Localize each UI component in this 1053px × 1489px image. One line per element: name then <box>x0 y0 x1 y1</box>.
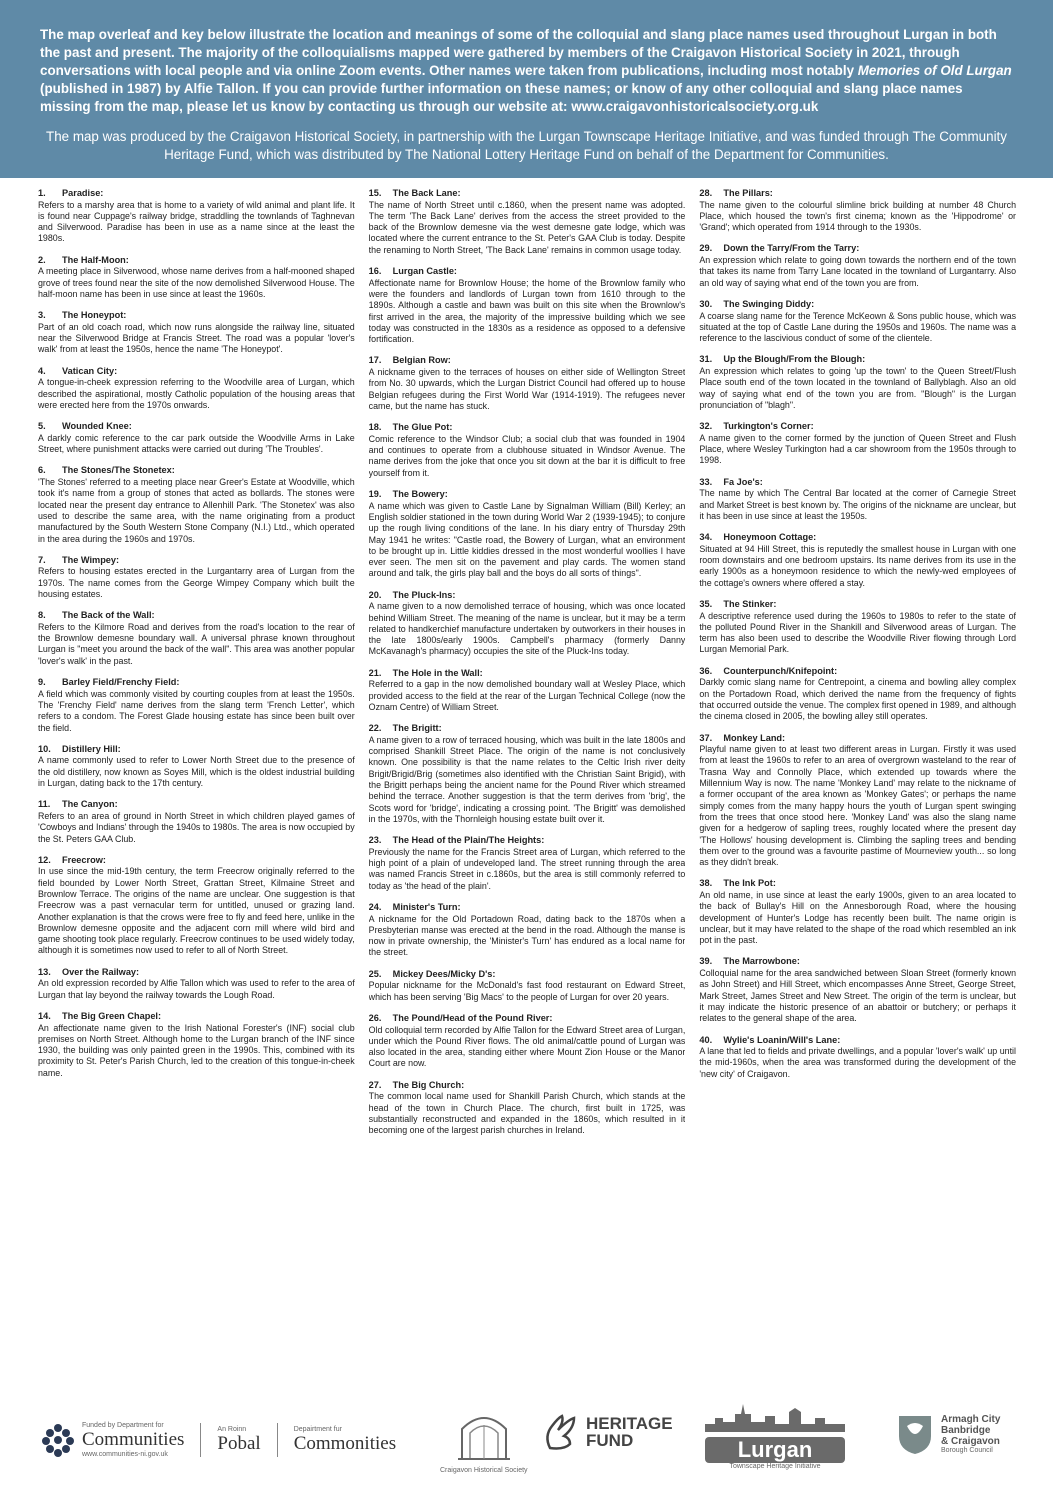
entry-title: Wylie's Loanin/Will's Lane: <box>723 1034 841 1045</box>
key-columns <box>38 188 1016 1378</box>
entry-number: 15. <box>368 188 382 198</box>
entry-heading <box>38 855 355 867</box>
entry-number: 1. <box>38 188 46 198</box>
entry-title: The Bowery: <box>392 489 448 500</box>
entry-number: 27. <box>368 1079 382 1090</box>
entry-text: Darkly comic slang name for Centrepoint, a cinema and bowling alley complex on the Portadown Road, which derived the name from the frequency of fights that occurred outside the venue. The complex first opened in 1989, and although the cinema closed in 2005, the bowling alley still operates. <box>699 677 1017 722</box>
entry-heading <box>369 969 686 981</box>
entry-text: A name given to a row of terraced housing, which was built in the late 1800s and comprised Shankill Street Place. The origin of the name is not conclusively known. One possibility is that the name relates to the Celtic Irish river deity Brigit/Brigid/Brig (sometimes also identified with the Christian Saint Brigid), with the Brigitt perhaps being the ancient name for the Pound River which streamed behind the terrace. Another suggestion is that the term derives from 'brig', the Scots word for 'bridge', indicating a crossing point. 'The Brigitt' was demolished in the 1970s, with the Thornleigh housing estate built over it. <box>368 734 686 824</box>
entry-text: A lane that led to fields and private dwellings, and a popular 'lover's walk' up until the mid-1960s, when the area was transformed during the development of the 'new city' of Craigavon. <box>699 1046 1017 1079</box>
lurgan-thi-logo: Lurgan Townscape Heritage Initiative <box>705 1402 845 1470</box>
key-entry <box>699 878 1016 946</box>
entry-heading <box>699 733 1016 745</box>
entry-heading <box>699 666 1016 678</box>
key-entry <box>369 723 686 825</box>
entry-text: In use since the mid-19th century, the term Freecrow originally referred to the field bounded by Lower North Street, Grattan Street, Kilmaine Street and Brownlow Terrace. The origins of the name are unclear. One suggestion is that Freecrow was a past vernacular term for untitled, unused or grazing land. Another explanation is that the crows were free to fly and feed here, unlike in the Brownlow demesne opposite and the adjacent corn mill where wild bird and game shooting took place regularly. Freecrow continues to be used widely today, although it is sometimes now used to refer to all of North Street. <box>38 866 355 956</box>
entry-text: A field which was commonly visited by courting couples from at least the 1950s. The 'Frenchy Field' name derives from the slang term 'French Letter', which refers to a condom. The Forest Glade housing estate has since been built over the field. <box>38 688 355 733</box>
entry-title: Wounded Knee: <box>62 421 132 432</box>
entry-text: A meeting place in Silverwood, whose name derives from a half-mooned shaped grove of trees found near the site of the now demolished Silverwood House. The half-moon name has been in use since at least the 1960s. <box>38 266 355 299</box>
entry-heading <box>699 477 1016 489</box>
entry-heading <box>38 366 355 378</box>
entry-number: 34. <box>699 532 713 543</box>
entry-title: Monkey Land: <box>723 732 786 743</box>
entry-number: 23. <box>368 835 382 846</box>
book-title: Memories of Old Lurgan <box>857 63 1012 78</box>
key-entry <box>699 956 1016 1024</box>
entry-heading <box>38 799 355 811</box>
key-column-2 <box>369 188 686 1378</box>
key-entry <box>699 188 1016 233</box>
dfc-logo: Funded by Department for Communities www.communities-ni.gov.uk An Roinn Pobal Depairtment fur Commonities <box>40 1422 396 1458</box>
entry-heading <box>38 967 355 979</box>
key-entry <box>38 677 355 734</box>
entry-title: Minister's Turn: <box>392 902 461 912</box>
entry-text: A coarse slang name for the Terence McKeown & Sons public house, which was situated at the top of Castle Lane during the 1950s and 1960s. The name was a reference to the lascivious conduct of some of the clientele. <box>699 310 1017 344</box>
entry-text: 'The Stones' referred to a meeting place near Greer's Estate at Woodville, which took it's name from a group of stones that acted as bollards. The stones were located near the present day entrance to Allenhill Park. 'The Stonetex' was also used to describe the same area, with the name originating from a product manufactured by the South Western Stone Company (N.I.) Ltd., which operated in the area during the 1960s and 1970s. <box>38 477 355 544</box>
lurgan-wordmark: Lurgan <box>705 1437 845 1463</box>
entry-heading <box>369 355 686 367</box>
entry-number: 17. <box>368 355 382 366</box>
entry-number: 2. <box>38 254 46 265</box>
entry-number: 13. <box>38 966 51 977</box>
entry-text: A name which was given to Castle Lane by Signalman William (Bill) Kerley; an English soldier stationed in the town during World War 2 (1939-1945); to conjure up the rough living conditions of the lane. In his diary entry of Thursday 29th May 1941 he writes: "Castle road, the Bowery of Lurgan, what an environment to be brought up in. Little kiddies dressed in the most wonderful woollies I have ever seen. The men sit on the pavement and play cards. The women stand around and talk, the girls play ball and the boys do all sorts of things". <box>368 500 686 579</box>
entry-heading <box>699 421 1016 433</box>
entry-heading <box>38 255 355 267</box>
entry-heading <box>699 599 1016 611</box>
key-entry <box>369 422 686 479</box>
historical-society-logo: Craigavon Historical Society <box>440 1407 528 1474</box>
entry-number: 22. <box>368 723 382 734</box>
entry-number: 7. <box>38 554 46 565</box>
entry-heading <box>699 354 1016 366</box>
entry-text: An affectionate name given to the Irish National Forester's (INF) social club premises on North Street. Although home to the Lurgan branch of the INF since 1930, the building was only painted green in the 1990s. This, combined with its proximity to St. Peter's Parish Church, led to the creation of this tongue-in-cheek name. <box>38 1022 355 1078</box>
entry-title: The Wimpey: <box>62 554 120 565</box>
key-entry <box>699 354 1016 411</box>
entry-title: Distillery Hill: <box>62 743 121 754</box>
entry-number: 16. <box>368 266 382 277</box>
entry-heading <box>369 1080 686 1092</box>
entry-number: 12. <box>38 854 51 865</box>
entry-text: Refers to an area of ground in North Street in which children played games of 'Cowboys and Indians' through the 1940s to 1980s. The area is now occupied by the St. Peters GAA Club. <box>38 810 355 844</box>
entry-text: A name commonly used to refer to Lower North Street due to the presence of the old distillery, now known as Soyes Mill, which is the oldest industrial building in Lurgan, dating back to the 17th century. <box>38 755 355 789</box>
entry-title: Vatican City: <box>62 365 118 376</box>
entry-heading <box>38 677 355 689</box>
entry-text: Refers to the Kilmore Road and derives from the road's location to the rear of the Brownlow demesne boundary wall. A universal phrase known throughout Lurgan is "meet you around the back of the wall". This area was another popular 'lover's walk' in the past. <box>38 621 355 666</box>
entry-text: Refers to a marshy area that is home to a variety of wild animal and plant life. It is found near Cuppage's railway bridge, straddling the townlands of Taghnevan and Silverwood. Paradise has been in use as a name since at the least the 1980s. <box>38 199 355 244</box>
key-entry <box>369 902 686 959</box>
entry-number: 6. <box>38 465 46 476</box>
entry-number: 18. <box>368 422 382 433</box>
entry-number: 24. <box>368 902 382 912</box>
entry-title: Honeymoon Cottage: <box>723 532 817 543</box>
entry-heading <box>699 532 1016 544</box>
entry-number: 14. <box>38 1010 51 1021</box>
key-entry <box>699 666 1016 723</box>
entry-heading <box>38 1011 355 1023</box>
entry-heading <box>369 902 686 914</box>
entry-title: The Canyon: <box>62 799 118 810</box>
key-entry <box>369 489 686 580</box>
entry-heading <box>369 723 686 735</box>
entry-title: The Pillars: <box>723 188 773 198</box>
entry-text: Colloquial name for the area sandwiched between Sloan Street (formerly known as John Street) and Hill Street, which encompasses Anne Street, George Street, Mark Street, James Street and New Street. The origin of the term is unclear, but it may indicate the historic presence of an abattoir or butchery; or perhaps it relates to the general shape of the area. <box>699 968 1017 1024</box>
entry-title: The Half-Moon: <box>62 254 129 265</box>
entry-title: The Back Lane: <box>392 188 461 198</box>
entry-heading <box>38 421 355 433</box>
key-entry <box>699 477 1016 522</box>
entry-text: An old expression recorded by Alfie Tallon which was used to refer to the area of Lurgan that lay beyond the railway towards the Lough Road. <box>38 978 355 1000</box>
key-entry <box>369 188 686 256</box>
entry-number: 29. <box>699 243 713 254</box>
entry-text: The name by which The Central Bar located at the corner of Carnegie Street and Market Street is best known by. The origins of the nickname are unclear, but it has been in use since at least the 1950s. <box>699 488 1017 521</box>
entry-text: A nickname for the Old Portadown Road, dating back to the 1870s when a Presbyterian manse was erected at the bend in the road. Although the manse is now in private ownership, the 'Minister's Turn' has endured as a local name for the street. <box>368 913 686 958</box>
entry-text: Popular nickname for the McDonald's fast food restaurant on Edward Street, which has been serving 'Big Macs' to the people of Lurgan for over 20 years. <box>368 980 686 1002</box>
entry-number: 32. <box>699 421 713 432</box>
key-entry <box>369 1013 686 1070</box>
entry-text: Old colloquial term recorded by Alfie Tallon for the Edward Street area of Lurgan, under which the Pound River flows. The old animal/cattle pound of Lurgan was also located in the area, standing either where Mount Zion House or the Manor Court are now. <box>368 1024 686 1069</box>
entry-heading <box>699 956 1016 968</box>
entry-heading <box>369 668 686 680</box>
entry-number: 35. <box>699 598 713 609</box>
key-entry <box>38 799 355 844</box>
entry-heading <box>38 310 355 322</box>
entry-heading <box>38 188 355 200</box>
entry-number: 39. <box>699 956 713 967</box>
entry-heading <box>38 744 355 756</box>
entry-title: The Glue Pot: <box>392 422 453 433</box>
entry-number: 20. <box>368 589 382 600</box>
entry-title: Lurgan Castle: <box>392 266 457 277</box>
entry-text: A nickname given to the terraces of houses on either side of Wellington Street from No. 30 upwards, which the Lurgan District Council had offered up to house Belgian refugees during the First World War (1914-1919). The refugees never came, but the name has stuck. <box>368 367 686 411</box>
entry-number: 28. <box>699 188 713 198</box>
entry-number: 10. <box>38 743 51 754</box>
entry-heading <box>38 555 355 567</box>
entry-text: A descriptive reference used during the 1960s to 1980s to refer to the state of the polluted Pound River in the Shankill and Silverwood areas of Lurgan. The term has also been used to describe the Woodville River flowing through Lord Lurgan Memorial Park. <box>699 610 1017 655</box>
key-entry <box>369 590 686 658</box>
entry-text: A name given to a now demolished terrace of housing, which was once located behind William Street. The meaning of the name is unclear, but it may be a term related to handkerchief manufacture undertaken by outworkers in their houses in the late 1800s/early 1900s. Campbell's pharmacy (formerly Danny McKavanagh's pharmacy) occupies the site of the Pluck-Ins today. <box>368 601 686 657</box>
key-entry <box>699 1035 1016 1080</box>
entry-number: 40. <box>699 1034 713 1045</box>
entry-heading <box>699 299 1016 311</box>
skyline-icon <box>705 1402 845 1432</box>
entry-title: The Hole in the Wall: <box>392 667 483 678</box>
entry-number: 25. <box>368 968 382 979</box>
entry-text: Affectionate name for Brownlow House; the home of the Brownlow family who were the founders and landlords of Lurgan town from 1610 through to the 1890s. Although a castle and bawn was built on this site when the Brownlow's first arrived in the area, the majority of the impressive building which we see today was constructed in the 1830s as a residence as opposed to a defensive fortification. <box>368 277 686 345</box>
key-entry <box>38 855 355 957</box>
entry-text: Referred to a gap in the now demolished boundary wall at Wesley Place, which provided access to the field at the rear of the Lurgan Technical College (now the Oznam Centre) of William Street. <box>368 679 686 712</box>
key-entry <box>369 835 686 892</box>
key-entry <box>369 969 686 1003</box>
entry-text: Part of an old coach road, which now runs alongside the railway line, situated near the Silverwood Bridge at Francis Street. The road was a popular 'lover's walk' from at least the 1950s, hence the name 'The Honeypot'. <box>38 321 355 355</box>
key-entry <box>38 1011 355 1079</box>
entry-title: The Brigitt: <box>392 723 442 734</box>
entry-text: Refers to housing estates erected in the Lurgantarry area of Lurgan from the 1970s. The name comes from the George Wimpey Company which built the housing estates. <box>38 566 355 599</box>
key-entry <box>38 255 355 300</box>
entry-number: 36. <box>699 665 713 676</box>
intro-text: The map overleaf and key below illustrate the location and meanings of some of the colloquial and slang place names used throughout Lurgan in both the past and present. The majority of the colloquialisms mapped were gathered by members of the Craigavon Historical Society in 2021, through conversations with local people and via online Zoom events. Other names were taken from publications, including most notably Memories of Old Lurgan (published in 1987) by Alfie Tallon. If you can provide further information on these names; or know of any other colloquial and slang place names missing from the map, please let us know by contacting us through our website at: www.craigavonhistoricalsociety.org.uk <box>40 27 1012 114</box>
key-entry <box>38 744 355 789</box>
key-entry <box>699 733 1016 869</box>
entry-heading <box>369 489 686 501</box>
entry-text: The name given to the colourful slimline brick building at number 48 Church Place, which housed the town's first cinema; known as the 'Hippodrome' or 'Grand'; which operated from 1914 through to the 1930s. <box>699 199 1017 233</box>
entry-title: The Stones/The Stonetex: <box>62 465 175 476</box>
entry-number: 5. <box>38 421 46 432</box>
entry-text: Situated at 94 Hill Street, this is reputedly the smallest house in Lurgan with one room downstairs and one bedroom upstairs. Its name derives from its use in the early 1900s as a honeymoon residence to which the newly-wed employees of the cottage's owners where offered a stay. <box>699 543 1017 588</box>
entry-heading <box>699 188 1016 200</box>
entry-title: Mickey Dees/Micky D's: <box>392 968 496 979</box>
entry-number: 33. <box>699 476 713 487</box>
entry-heading <box>38 465 355 477</box>
entry-heading <box>369 590 686 602</box>
key-entry <box>38 610 355 667</box>
divider <box>277 1423 278 1457</box>
entry-heading <box>699 878 1016 890</box>
key-entry <box>369 266 686 345</box>
entry-number: 4. <box>38 365 46 376</box>
entry-heading <box>369 188 686 200</box>
entry-heading <box>369 422 686 434</box>
key-entry <box>699 421 1016 466</box>
entry-heading <box>38 610 355 622</box>
entry-heading <box>369 835 686 847</box>
entry-number: 21. <box>368 667 382 678</box>
entry-title: The Swinging Diddy: <box>723 298 815 309</box>
key-entry <box>699 243 1016 288</box>
key-entry <box>38 555 355 600</box>
funder-logos <box>0 1392 1053 1489</box>
entry-number: 3. <box>38 310 46 321</box>
key-entry <box>38 421 355 455</box>
entry-text: An expression which relate to going down towards the northern end of the town that takes its name from Tarry Lane located in the townland of Lurgantarry. Also an old way of saying what end of the town you are from. <box>699 255 1017 288</box>
gate-arch-icon <box>454 1407 514 1462</box>
entry-text: The common local name used for Shankill Parish Church, which stands at the head of the town in Church Place. The church, first built in 1725, was substantially reconstructed and expanded in the 1860s, which resulted in it becoming one of the largest parish churches in Ireland. <box>368 1091 686 1136</box>
key-entry <box>38 366 355 411</box>
key-column-1 <box>38 188 355 1378</box>
key-entry <box>699 299 1016 344</box>
entry-text: A name given to the corner formed by the junction of Queen Street and Flush Place, where Wesley Turkington had a car showroom from the 1950s through to 1998. <box>699 432 1017 466</box>
entry-title: The Head of the Plain/The Heights: <box>392 835 545 846</box>
key-entry <box>38 967 355 1001</box>
council-logo: Armagh City Banbridge & Craigavon Borough Council <box>895 1412 1000 1456</box>
entry-number: 31. <box>699 354 713 365</box>
entry-title: Counterpunch/Knifepoint: <box>723 665 838 676</box>
entry-number: 30. <box>699 298 713 309</box>
entry-title: The Big Church: <box>392 1079 465 1090</box>
key-entry <box>369 355 686 412</box>
entry-text: Comic reference to the Windsor Club; a social club that was founded in 1904 and continues to operate from a clubhouse situated in Windsor Avenue. The name derives from the joke that once you sit down at the bar it is difficult to free yourself from it. <box>368 433 686 478</box>
dfc-emblem-icon <box>40 1422 76 1458</box>
entry-title: Freecrow: <box>62 854 106 865</box>
entry-title: Up the Blough/From the Blough: <box>723 354 866 365</box>
entry-title: The Marrowbone: <box>723 956 800 967</box>
entry-title: The Stinker: <box>723 598 777 609</box>
crossed-fingers-icon <box>540 1412 580 1452</box>
divider <box>200 1423 201 1457</box>
intro-banner <box>0 0 1053 178</box>
key-entry <box>38 465 355 544</box>
key-column-3 <box>699 188 1016 1378</box>
entry-number: 8. <box>38 610 46 621</box>
key-entry <box>369 668 686 713</box>
entry-title: The Ink Pot: <box>723 878 776 889</box>
entry-text: A darkly comic reference to the car park outside the Woodville Arms in Lake Street, where punishment attacks were carried out during 'The Troubles'. <box>38 432 355 455</box>
heritage-fund-logo: HERITAGE FUND <box>540 1412 673 1452</box>
entry-text: The name of North Street until c.1860, when the present name was adopted. The term 'The Back Lane' derives from the access the street provided to the back of the Brownlow demesne via the west demesne gate lodge, which was located where the current entrance to the St. Peter's GAA Club is today. Despite the renaming to North Street, 'The Back Lane' remains in common usage today. <box>368 199 686 255</box>
entry-number: 38. <box>699 878 713 889</box>
entry-number: 11. <box>38 799 51 810</box>
entry-heading <box>699 243 1016 255</box>
entry-text: An old name, in use since at least the early 1900s, given to an area located to the back of Bullay's Hill on the Annesborough Road, where the housing development of Hunter's Lodge has recently been built. The name origin is unclear, but it may have related to the shape of the road which resembled an ink pot in the past. <box>699 890 1017 946</box>
entry-title: The Pluck-Ins: <box>392 589 456 600</box>
entry-number: 26. <box>368 1012 382 1023</box>
entry-title: Down the Tarry/From the Tarry: <box>723 243 860 254</box>
entry-title: Fa Joe's: <box>723 476 763 487</box>
entry-text: Playful name given to at least two different areas in Lurgan. Firstly it was used from at least the 1960s to refer to an area of overgrown wasteland to the rear of Trasna Way and Connolly Place, which extended up towards where the Millennium Way is now. The name 'Monkey Land' may relate to the nickname of a former occupant of the area known as 'Monkey Gates'; or perhaps the name simply comes from the many happy hours the youth of Lurgan spent swinging from the trees that once stood here. 'Monkey Land' was also the slang name given for a hedgerow of sapling trees, roughly located where the present day 'The Hollows' housing development is. Climbing the sapling trees and bending them over to the ground was a favourite pastime of Mourneview youth... so long as they didn't break. <box>699 744 1017 868</box>
entry-text: Previously the name for the Francis Street area of Lurgan, which referred to the high point of a plain of undeveloped land. The street running through the area was named Francis Street in c.1860s, but the area is still commonly referred to today as 'the head of the plain'. <box>368 846 686 891</box>
entry-text: An expression which relates to going 'up the town' to the Queen Street/Flush Place south end of the town located in the townland of Ballyblagh. Also an old way of saying what end of the town you are from. "Blough" is the Lurgan pronunciation of "blagh". <box>699 366 1017 410</box>
key-entry <box>369 1080 686 1137</box>
dfc-name: Communities <box>82 1429 185 1450</box>
entry-title: The Pound/Head of the Pound River: <box>392 1012 553 1023</box>
entry-title: Turkington's Corner: <box>723 421 814 432</box>
entry-text: A tongue-in-cheek expression referring to the Woodville area of Lurgan, which described the aspirational, mostly Catholic population of the housing areas that were erected here from the 1970s onwards. <box>38 377 355 410</box>
key-entry <box>38 188 355 245</box>
entry-title: The Back of the Wall: <box>62 610 155 621</box>
entry-heading <box>369 1013 686 1025</box>
council-shield-icon <box>895 1412 935 1456</box>
entry-title: Barley Field/Frenchy Field: <box>62 677 180 688</box>
entry-title: The Honeypot: <box>62 310 127 321</box>
entry-number: 19. <box>368 489 382 500</box>
entry-title: Paradise: <box>62 188 104 198</box>
entry-heading <box>369 266 686 278</box>
key-entry <box>699 599 1016 656</box>
entry-title: Over the Railway: <box>62 966 140 977</box>
entry-heading <box>699 1035 1016 1047</box>
entry-title: The Big Green Chapel: <box>62 1010 162 1021</box>
key-entry <box>38 310 355 355</box>
entry-number: 9. <box>38 677 46 688</box>
entry-number: 37. <box>699 732 713 743</box>
credit-text: The map was produced by the Craigavon Historical Society, in partnership with the Lurgan Townscape Heritage Initiative, and was funded through The Community Heritage Fund, which was distributed by The National Lottery Heritage Fund on behalf of the Department for Communities. <box>46 129 1007 162</box>
entry-title: Belgian Row: <box>392 355 451 366</box>
key-entry <box>699 532 1016 589</box>
